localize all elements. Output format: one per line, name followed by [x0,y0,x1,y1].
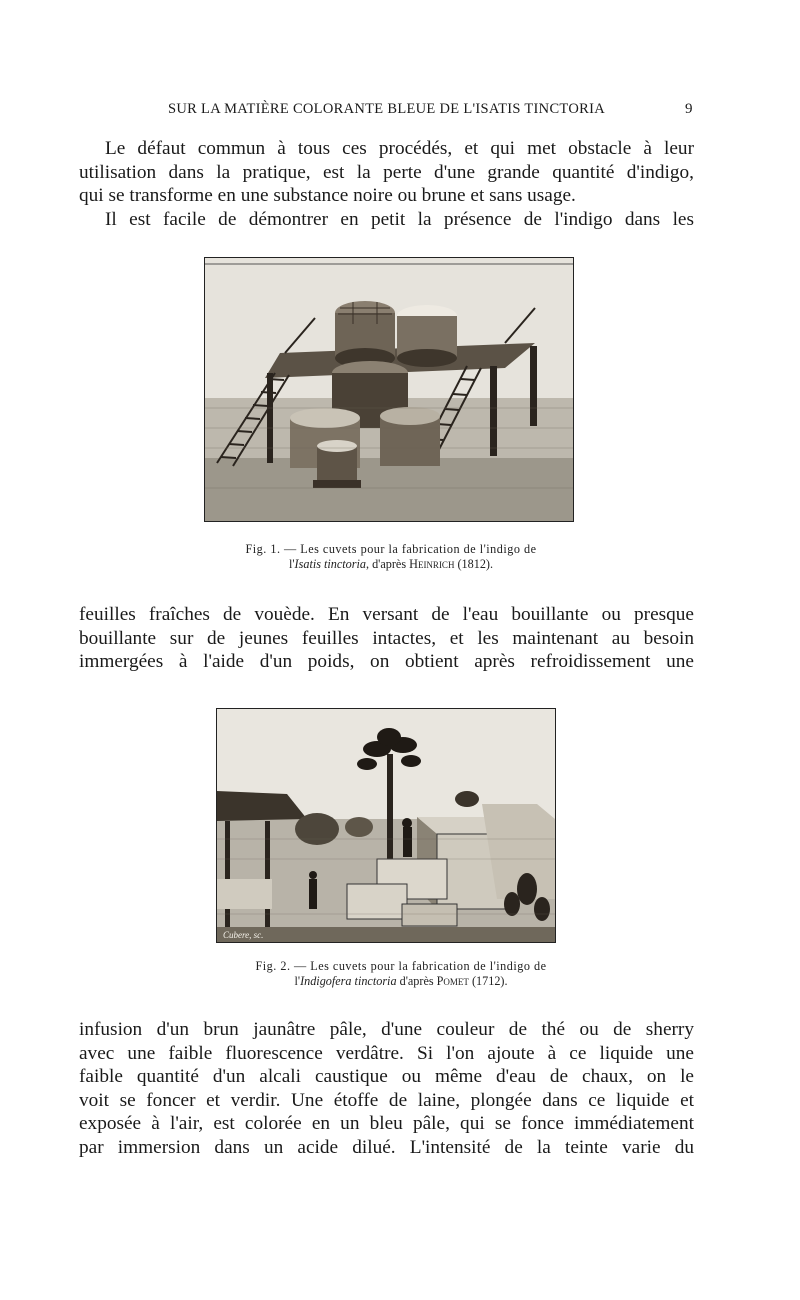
page-number: 9 [685,101,693,117]
caption-line: Fig. 2. — Les cuvets pour la fabrication de l'indigo de [255,959,547,973]
vats-engraving [205,258,573,521]
text-line: infusion d'un brun jaunâtre pâle, d'une couleur de thé ou de sherry [79,1019,694,1040]
caption-text: l' [294,974,301,988]
text-line: par immersion dans un acide dilué. L'intensité de la teinte varie du [79,1136,694,1158]
figure-2-illustration [216,708,556,943]
text-line: faible quantité d'un alcali caustique ou même d'eau de chaux, on le [79,1066,694,1088]
caption-text: (1712). [468,974,508,988]
caption-text: , d'après [365,557,410,571]
caption-text: l' [288,557,295,571]
caption-author: Heinrich [409,557,455,571]
caption-line [196,557,586,572]
caption-text: d'après [396,974,437,988]
text-line: bouillante sur de jeunes feuilles intactes, et les maintenant au besoin [79,627,694,649]
figure-1-illustration [204,257,574,522]
paragraph-3 [79,1018,694,1160]
paragraph-2 [79,603,694,674]
text-line: Le défaut commun à tous ces procédés, et qui met obstacle à leur [105,138,694,159]
caption-author: Pomet [436,974,469,988]
engraver-signature: Cubere, sc. [223,930,264,940]
figure-1-caption [196,542,586,572]
text-line: qui se transforme en une substance noire ou brune et sans usage. [79,185,576,207]
text-line: immergées à l'aide d'un poids, on obtient après refroidissement une [79,651,694,673]
text-line: exposée à l'air, est colorée en un bleu pâle, qui se fonce immédiatement [79,1113,694,1135]
caption-line: Fig. 1. — Les cuvets pour la fabrication de l'indigo de [245,542,537,556]
caption-text: (1812). [454,557,494,571]
indigo-works-engraving [217,709,555,942]
caption-species: Isatis tinctoria [294,557,366,571]
text-line: voit se foncer et verdir. Une étoffe de laine, plongée dans ce liquide et [79,1089,694,1111]
running-title: SUR LA MATIÈRE COLORANTE BLEUE DE L'ISATIS TINCTORIA [168,101,605,117]
text-line: avec une faible fluorescence verdâtre. Si l'on ajoute à ce liquide une [79,1042,694,1064]
caption-species: Indigofera tinctoria [300,974,397,988]
paragraph-1 [79,137,694,231]
running-header [0,101,800,121]
text-line: Il est facile de démontrer en petit la présence de l'indigo dans les [105,208,694,230]
caption-line [196,974,606,989]
figure-2-caption [196,959,606,989]
text-line: utilisation dans la pratique, est la perte d'une grande quantité d'indigo, [79,161,694,183]
text-line: feuilles fraîches de vouède. En versant de l'eau bouillante ou presque [79,604,694,625]
